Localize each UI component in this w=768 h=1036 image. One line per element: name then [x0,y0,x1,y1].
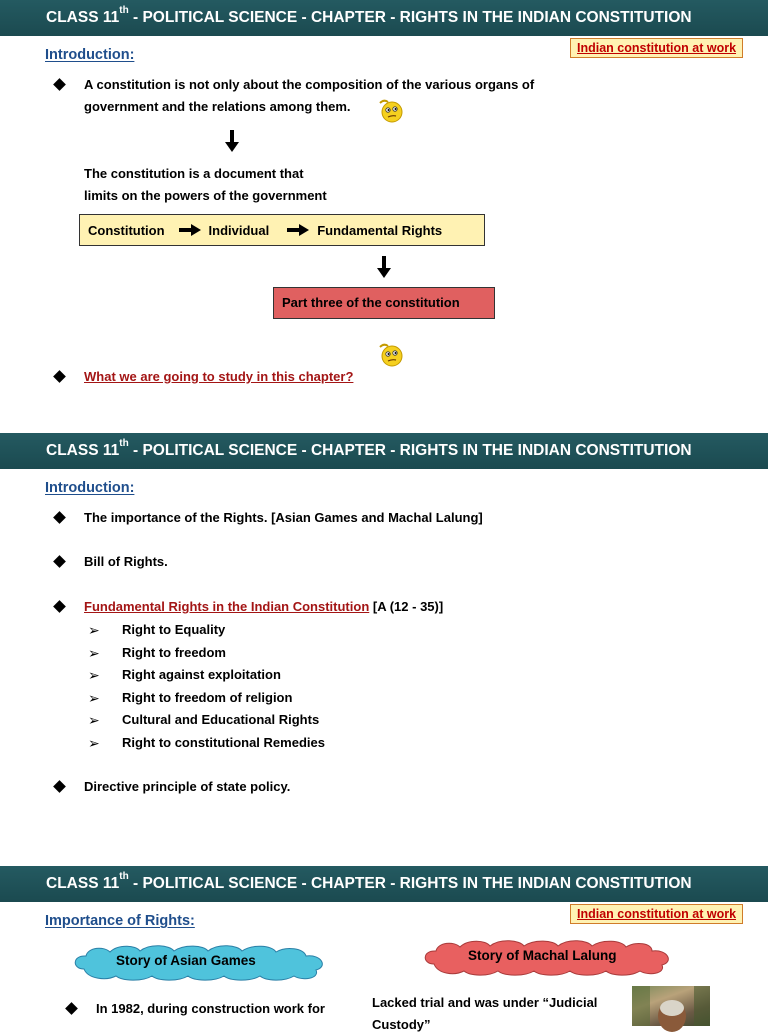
section-title: Introduction: [45,47,135,63]
bullet-text [84,596,443,618]
right-label: Right to freedom of religion [122,689,293,705]
thinking-emoji-icon [378,341,404,367]
diamond-bullet-icon [65,1002,78,1015]
fundamental-rights-link[interactable]: Fundamental Rights in the Indian Constitution [84,599,370,614]
bullet-text: government and the relations among them. [84,99,351,114]
article-range: [A (12 - 35)] [369,599,444,614]
right-label: Right to freedom [122,644,226,660]
diamond-bullet-icon [53,511,66,524]
header-sup: th [119,5,129,16]
cloud-label: Story of Machal Lalung [468,948,617,963]
header-sup: th [119,438,129,449]
section-title: Introduction: [45,480,135,496]
header-prefix: CLASS 11 [46,442,120,459]
portrait-image [632,986,710,1026]
reference-tag[interactable]: Indian constitution at work [570,904,743,924]
arrowhead-bullet-icon: ➢ [88,734,100,751]
right-label: Right to Equality [122,622,226,637]
header-sup: th [119,871,129,882]
document-text: limits on the powers of the government [84,188,327,203]
arrowhead-bullet-icon: ➢ [88,667,100,683]
right-label: Right against exploitation [122,667,281,682]
study-link[interactable]: What we are going to study in this chapter? [84,369,354,384]
machal-lalung-photo [632,986,710,1026]
diamond-bullet-icon [53,555,66,568]
diamond-bullet-icon [53,780,66,793]
thinking-emoji-icon [378,97,404,123]
arrowhead-bullet-icon: ➢ [88,622,100,638]
header-prefix: CLASS 11 [46,9,120,26]
part-three-box: Part three of the constitution [273,287,495,319]
diamond-bullet-icon [53,600,66,613]
right-arrow-icon [287,224,309,236]
slide-3 [0,866,768,1032]
diamond-bullet-icon [53,78,66,91]
header-suffix: - POLITICAL SCIENCE - CHAPTER - RIGHTS IN THE INDIAN CONSTITUTION [128,442,692,459]
arrowhead-bullet-icon: ➢ [88,689,100,706]
slide-header [0,866,768,902]
slide-1 [0,0,768,420]
cloud-label: Story of Asian Games [116,953,256,968]
flow-box [79,214,485,246]
right-label: Right to constitutional Remedies [122,734,325,750]
right-label: Cultural and Educational Rights [122,712,320,727]
bullet-text: In 1982, during construction work for [96,1001,325,1016]
flow-step: Fundamental Rights [317,222,443,238]
bullet-text: The importance of the Rights. [Asian Games and Machal Lalung] [84,510,483,525]
document-text: The constitution is a document that [84,166,304,181]
right-arrow-icon [179,224,201,236]
header-suffix: - POLITICAL SCIENCE - CHAPTER - RIGHTS IN THE INDIAN CONSTITUTION [128,875,692,892]
flow-step: Constitution [88,222,165,238]
header-prefix: CLASS 11 [46,875,120,892]
slide-header [0,0,768,36]
bullet-text: Bill of Rights. [84,554,168,569]
header-suffix: - POLITICAL SCIENCE - CHAPTER - RIGHTS IN THE INDIAN CONSTITUTION [128,9,692,26]
section-title: Importance of Rights: [45,913,195,929]
arrowhead-bullet-icon: ➢ [88,644,100,661]
down-arrow-icon [225,130,239,152]
slide-header [0,433,768,469]
slide-2 [0,433,768,853]
bullet-text: A constitution is not only about the composition of the various organs of [84,77,535,92]
diamond-bullet-icon [53,370,66,383]
bullet-text: Directive principle of state policy. [84,779,291,794]
flow-step: Individual [208,222,270,238]
story-text: Lacked trial and was under “Judicial [372,995,598,1010]
down-arrow-icon [377,256,391,278]
story-text: Custody” [372,1017,431,1032]
arrowhead-bullet-icon: ➢ [88,712,100,728]
reference-tag[interactable]: Indian constitution at work [570,38,743,58]
